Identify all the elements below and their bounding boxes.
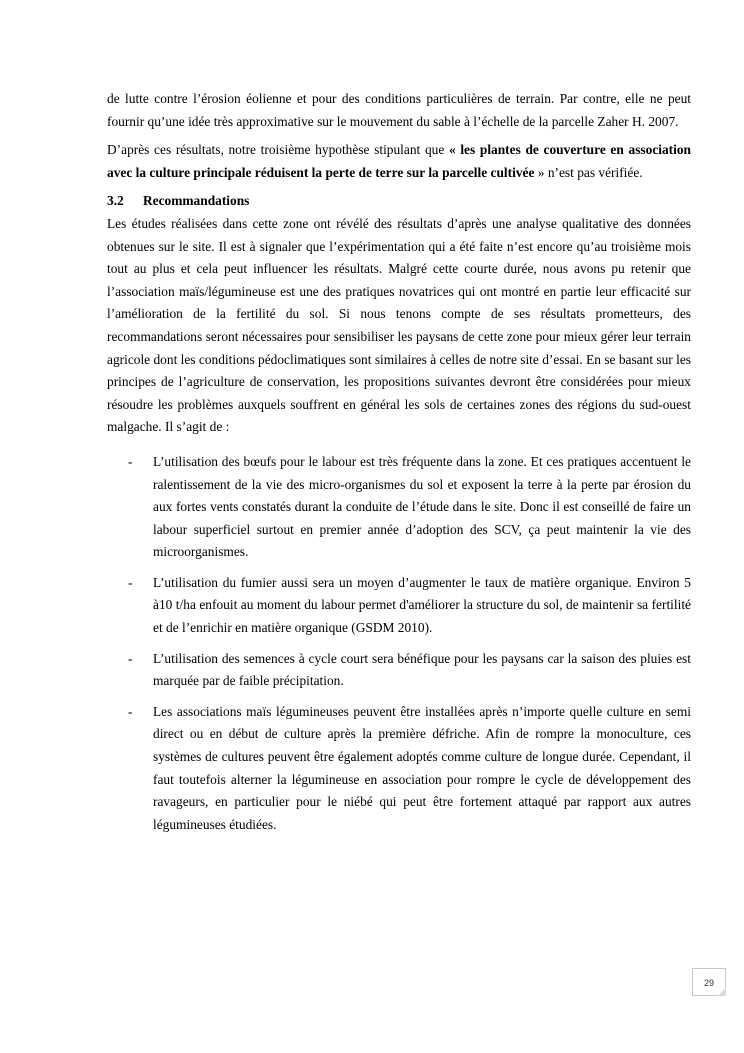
page-number: 29 (692, 968, 726, 996)
hypothesis-text-end: » n’est pas vérifiée. (534, 164, 643, 180)
list-item-text: L’utilisation des bœufs pour le labour est très fréquente dans la zone. Et ces pratiques accentuent le ralentissement de la vie des micro-organismes du sol et exposent la terre à la perte par érosion du aux fortes vents constatés durant la conduite de l’étude dans le site. Donc il est conseillé de faire un labour superficiel surtout en premier année d’adoption des SCV, ça peut maintenir la vie des microorganismes. (153, 453, 691, 560)
bullet-dash: - (128, 650, 133, 666)
list-item (128, 572, 691, 640)
hypothesis-statement: « les plantes de couverture en association avec la culture principale réduisent la perte de terre sur la parcelle cultivée (107, 142, 691, 180)
list-item-text: L’utilisation du fumier aussi sera un moyen d’augmenter le taux de matière organique. Environ 5 à10 t/ha enfouit au moment du labour permet d'améliorer la structure du sol, de maintenir sa fertilité et de l’enrichir en matière organique (GSDM 2010). (153, 574, 691, 636)
section-number: 3.2 (107, 193, 124, 209)
paragraph-recommendations: Les études réalisées dans cette zone ont révélé des résultats d’après une analyse qualitative des données obtenues sur le site. Il est à signaler que l’expérimentation qui a été faite n’est encore qu’au troisième mois tout au plus et cela peut influencer les résultats. Malgré cette courte durée, nous avons pu retenir que l’association maïs/légumineuse est une des pratiques novatrices qui ont montré en partie leur efficacité sur l’amélioration de la fertilité du sol. Si nous tenons compte de ses résultats prometteurs, des recommandations seront nécessaires pour sensibiliser les paysans de cette zone pour mieux gérer leur terrain agricole dont les conditions pédoclimatiques sont similaires à celles de notre site d’essai. En se basant sur les principes de l’agriculture de conservation, les propositions suivantes devront être considérées pour mieux résoudre les problèmes auxquels souffrent en général les sols de certaines zones des régions du sud-ouest malgache. Il s’agit de : (107, 215, 691, 435)
section-title: Recommandations (143, 193, 250, 209)
bullet-dash: - (128, 453, 133, 469)
paragraph-hypothesis (107, 139, 691, 184)
paragraph-intro: de lutte contre l’érosion éolienne et pour des conditions particulières de terrain. Par contre, elle ne peut fournir qu’une idée très approximative sur le mouvement du sable à l’échelle de la parcelle Zaher H. 2007. (107, 91, 691, 129)
section-heading (107, 190, 691, 213)
hypothesis-text-start: D’après ces résultats, notre troisième hypothèse stipulant que (107, 142, 449, 158)
document-page (107, 88, 691, 844)
list-item (128, 701, 691, 837)
list-item (128, 451, 691, 564)
bullet-dash: - (128, 703, 133, 719)
bullet-dash: - (128, 574, 133, 590)
list-item (128, 648, 691, 693)
recommendation-list (107, 451, 691, 837)
list-item-text: L’utilisation des semences à cycle court sera bénéfique pour les paysans car la saison des pluies est marquée par de faible précipitation. (153, 650, 691, 689)
list-item-text: Les associations maïs légumineuses peuvent être installées après n’importe quelle culture en semi direct ou en début de culture après la première défriche. Afin de rompre la monoculture, ces systèmes de cultures peuvent être également adoptés comme culture de longue durée. Cependant, il faut toutefois alterner la légumineuse en association pour rompre le cycle de développement des ravageurs, en particulier pour le niébé qui peut être fortement attaqué par rapport aux autres légumineuses étudiées. (153, 703, 691, 832)
